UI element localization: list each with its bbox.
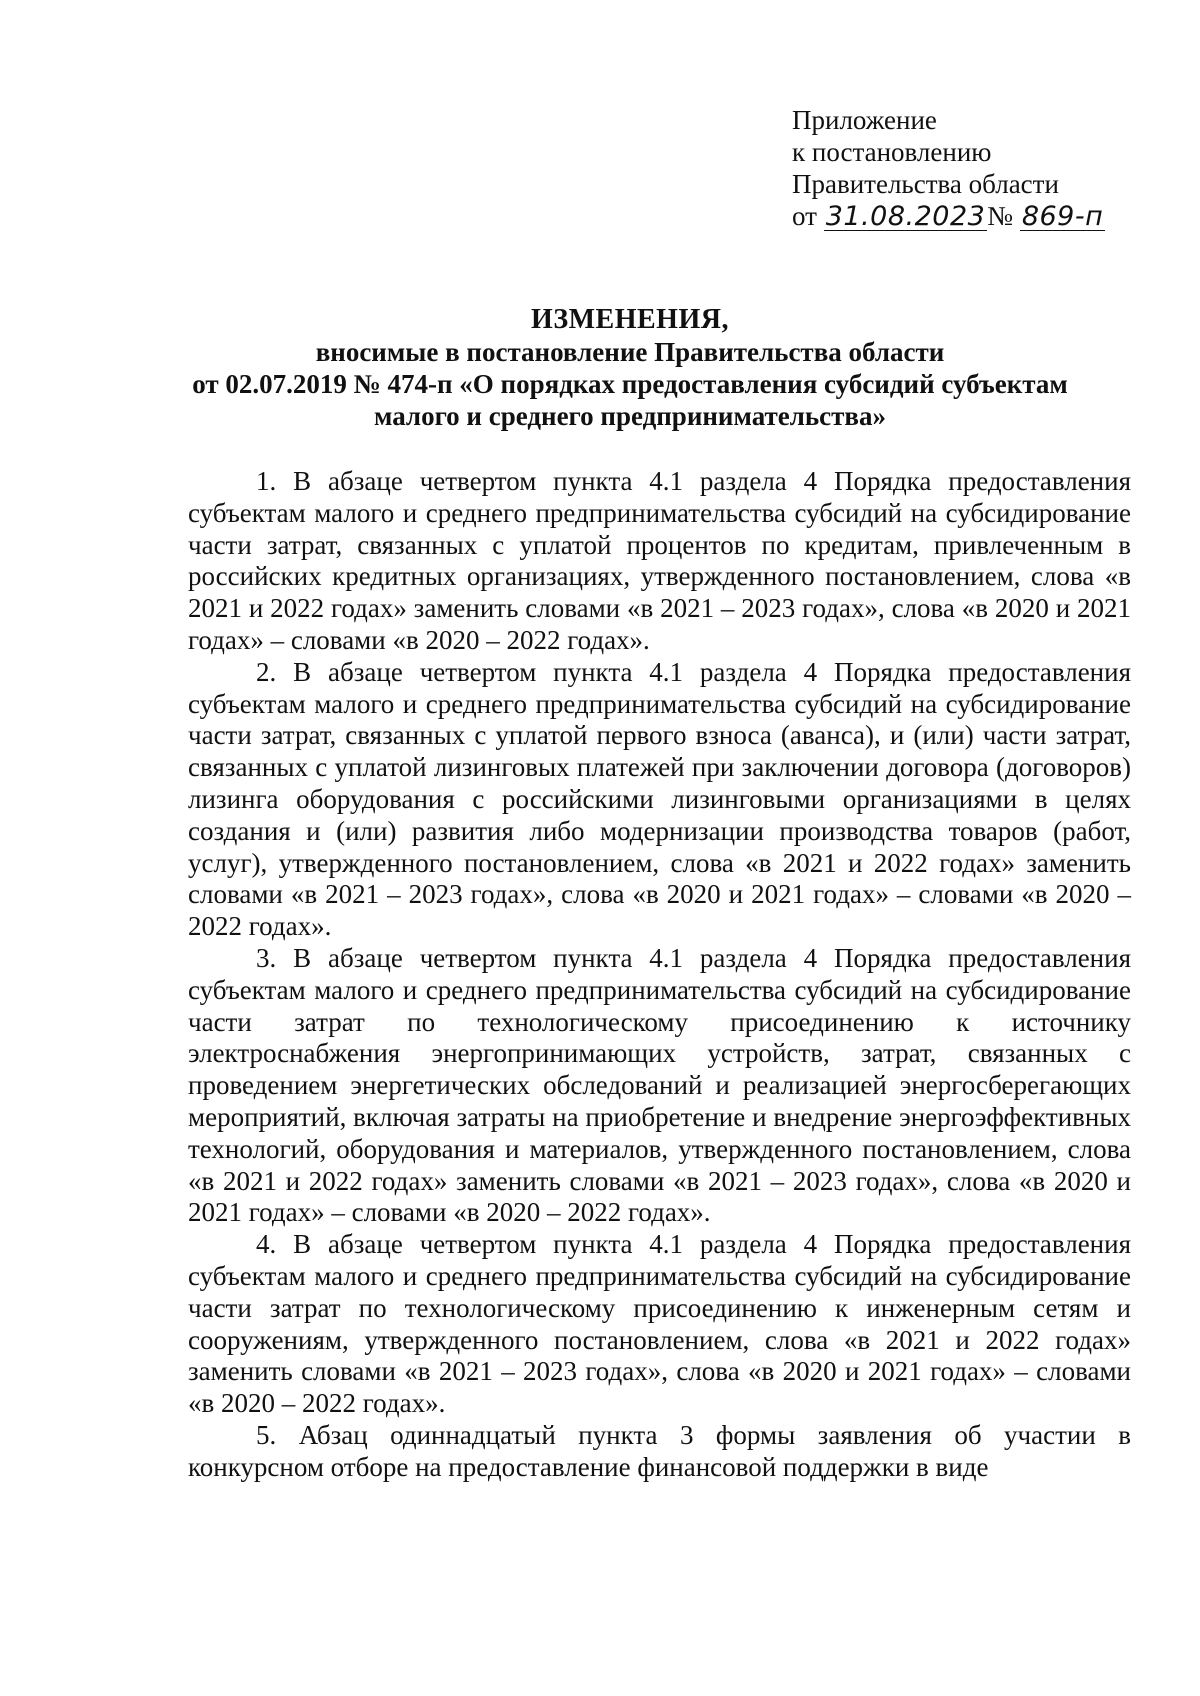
title-line-2: вносимые в постановление Правительства области	[315, 337, 945, 367]
number-prefix: №	[987, 201, 1014, 231]
document-body	[188, 466, 1131, 1484]
title-line-3: от 02.07.2019 № 474-п «О порядках предоставления субсидий субъектам	[192, 369, 1068, 399]
appendix-date-line	[792, 200, 1172, 232]
appendix-block	[792, 104, 1172, 232]
appendix-line-2: к постановлению	[792, 137, 992, 167]
appendix-line-1: Приложение	[792, 105, 937, 135]
handwritten-date: 31.08.2023	[825, 201, 986, 232]
title-line-4: малого и среднего предпринимательства»	[373, 401, 886, 431]
date-prefix: от	[792, 201, 817, 231]
title-heading: ИЗМЕНЕНИЯ,	[531, 304, 729, 335]
paragraph-1: 1. В абзаце четвертом пункта 4.1 раздела 4 Порядка предоставления субъектам малого и среднего предпринимательства субсидий на субсидирование части затрат, связанных с уплатой процентов по кредитам, привлеченным в российских кредитных организациях, утвержденного постановлением, слова «в 2021 и 2022 годах» заменить словами «в 2021 – 2023 годах», слова «в 2020 и 2021 годах» – словами «в 2020 – 2022 годах».	[188, 466, 1131, 655]
appendix-line-3: Правительства области	[792, 169, 1059, 199]
paragraph-4: 4. В абзаце четвертом пункта 4.1 раздела 4 Порядка предоставления субъектам малого и среднего предпринимательства субсидий на субсидирование части затрат по технологическому присоединению к инженерным сетям и сооружениям, утвержденного постановлением, слова «в 2021 и 2022 годах» заменить словами «в 2021 – 2023 годах», слова «в 2020 и 2021 годах» – словами «в 2020 – 2022 годах».	[188, 1229, 1131, 1419]
paragraph-5: 5. Абзац одиннадцатый пункта 3 формы заявления об участии в конкурсном отборе на предоставление финансовой поддержки в виде	[188, 1419, 1131, 1482]
paragraph-2: 2. В абзаце четвертом пункта 4.1 раздела 4 Порядка предоставления субъектам малого и среднего предпринимательства субсидий на субсидирование части затрат, связанных с уплатой первого взноса (аванса), и (или) части затрат, связанных с уплатой лизинговых платежей при заключении договора (договоров) лизинга оборудования с российскими лизинговыми организациями в целях создания и (или) развития либо модернизации производства товаров (работ, услуг), утвержденного постановлением, слова «в 2021 и 2022 годах» заменить словами «в 2021 – 2023 годах», слова «в 2020 и 2021 годах» – словами «в 2020 – 2022 годах».	[188, 656, 1131, 942]
handwritten-number: 869-п	[1021, 201, 1104, 232]
paragraph-3: 3. В абзаце четвертом пункта 4.1 раздела 4 Порядка предоставления субъектам малого и среднего предпринимательства субсидий на субсидирование части затрат по технологическому присоединению к источнику электроснабжения энергопринимающих устройств, затрат, связанных с проведением энергетических обследований и реализацией энергосберегающих мероприятий, включая затраты на приобретение и внедрение энергоэффективных технологий, оборудования и материалов, утвержденного постановлением, слова «в 2021 и 2022 годах» заменить словами «в 2021 – 2023 годах», слова «в 2020 и 2021 годах» – словами «в 2020 – 2022 годах».	[188, 942, 1131, 1228]
document-title	[140, 304, 1120, 432]
